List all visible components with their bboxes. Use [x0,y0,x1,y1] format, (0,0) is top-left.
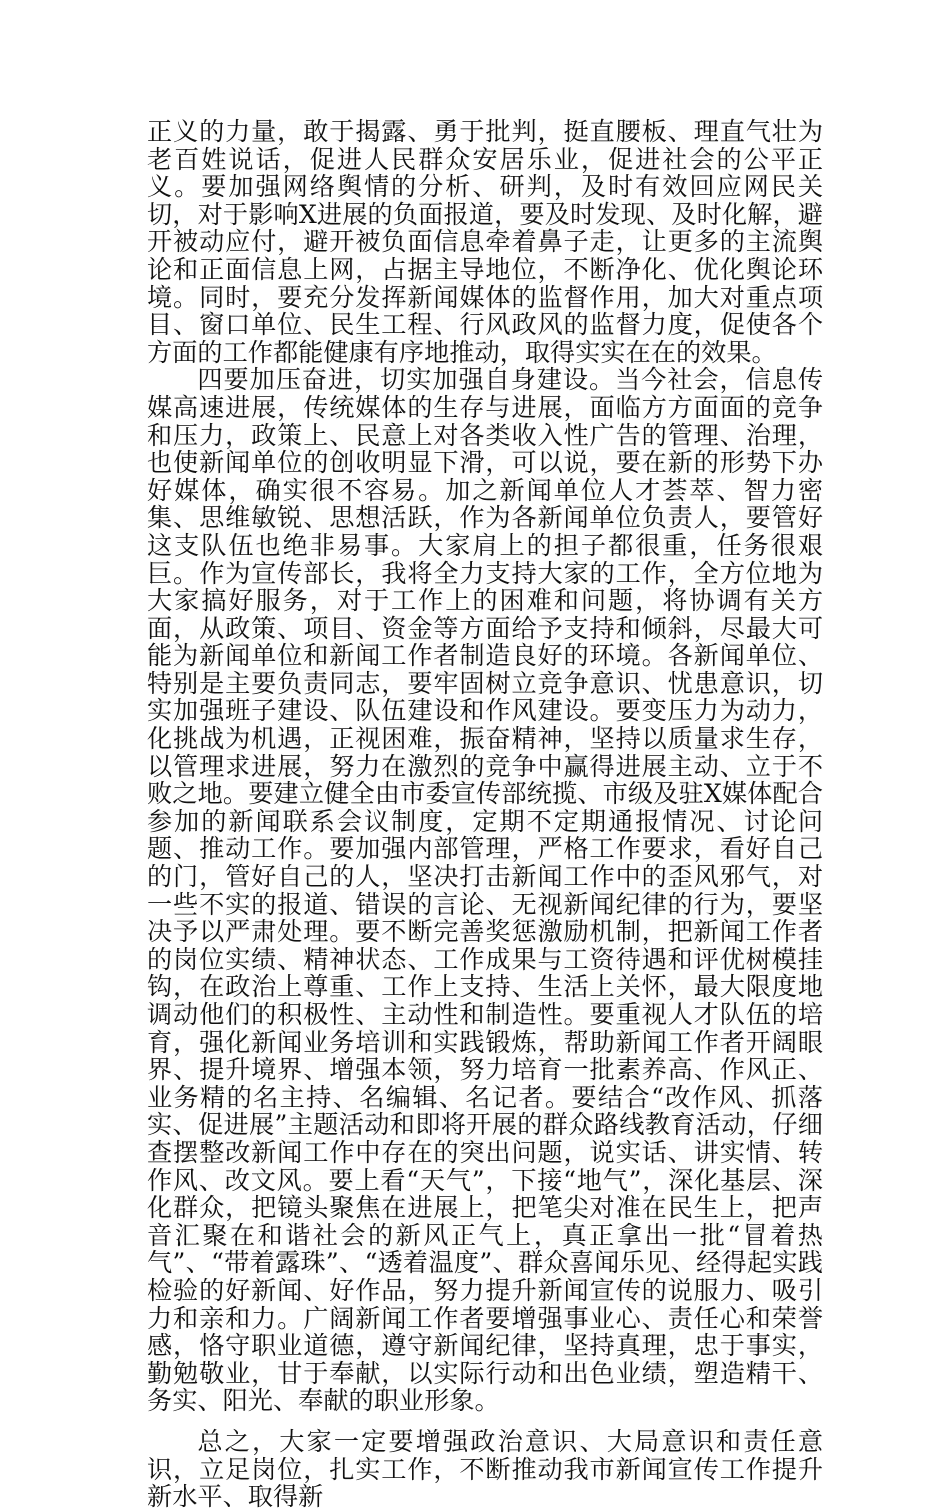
paragraph-2: 四要加压奋进，切实加强自身建设。当今社会，信息传媒高速进展，传统媒体的生存与进展，面临方方面面的竞争和压力，政策上、民意上对各类收入性广告的管理、治理，也使新闻单位的创收明显下滑，可以说，要在新的形势下办好媒体，确实很不容易。加之新闻单位人才荟萃、智力密集、思维敏锐、思想活跃，作为各新闻单位负责人，要管好这支队伍也绝非易事。大家肩上的担子都很重，任务很艰巨。作为宣传部长，我将全力支持大家的工作，全方位地为大家搞好服务，对于工作上的困难和问题，将协调有关方面，从政策、项目、资金等方面给予支持和倾斜，尽最大可能为新闻单位和新闻工作者制造良好的环境。各新闻单位、特别是主要负责同志，要牢固树立竞争意识、忧患意识，切实加强班子建设、队伍建设和作风建设。要变压力为动力，化挑战为机遇，正视困难，振奋精神，坚持以质量求生存，以管理求进展，努力在激烈的竞争中赢得进展主动、立于不败之地。要建立健全由市委宣传部统揽、市级及驻X媒体配合参加的新闻联系会议制度，定期不定期通报情况、讨论问题、推动工作。要加强内部管理，严格工作要求，看好自己的门，管好自己的人，坚决打击新闻工作中的歪风邪气，对一些不实的报道、错误的言论、无视新闻纪律的行为，要坚决予以严肃处理。要不断完善奖惩激励机制，把新闻工作者的岗位实绩、精神状态、工作成果与工资待遇和评优树模挂钩，在政治上尊重、工作上支持、生活上关怀，最大限度地调动他们的积极性、主动性和制造性。要重视人才队伍的培育，强化新闻业务培训和实践锻炼，帮助新闻工作者开阔眼界、提升境界、增强本领，努力培育一批素养高、作风正、业务精的名主持、名编辑、名记者。要结合“改作风、抓落实、促进展”主题活动和即将开展的群众路线教育活动，仔细查摆整改新闻工作中存在的突出问题，说实话、讲实情、转作风、改文风。要上看“天气”，下接“地气”，深化基层、深化群众，把镜头聚焦在进展上，把笔尖对准在民生上，把声音汇聚在和谐社会的新风正气上，真正拿出一批“冒着热气”、“带着露珠”、“透着温度”、群众喜闻乐见、经得起实践检验的好新闻、好作品，努力提升新闻宣传的说服力、吸引力和亲和力。广阔新闻工作者要增强事业心、责任心和荣誉感，恪守职业道德，遵守新闻纪律，坚持真理，忠于事实，勤勉敬业，甘于奉献，以实际行动和出色业绩，塑造精干、务实、阳光、奉献的职业形象。 [147,365,823,1416]
paragraph-3: 总之，大家一定要增强政治意识、大局意识和责任意识，立足岗位，扎实工作，不断推动我市新闻宣传工作提升新水平、取得新 [147,1426,823,1511]
document-body [147,118,823,1511]
paragraph-1: 正义的力量，敢于揭露、勇于批判，挺直腰板、理直气壮为老百姓说话，促进人民群众安居乐业，促进社会的公平正义。要加强网络舆情的分析、研判，及时有效回应网民关切，对于影响X进展的负面报道，要及时发现、及时化解，避开被动应付，避开被负面信息牵着鼻子走，让更多的主流舆论和正面信息上网，占据主导地位，不断净化、优化舆论环境。同时，要充分发挥新闻媒体的监督作用，加大对重点项目、窗口单位、民生工程、行风政风的监督力度，促使各个方面的工作都能健康有序地推动，取得实实在在的效果。 [147,117,823,367]
